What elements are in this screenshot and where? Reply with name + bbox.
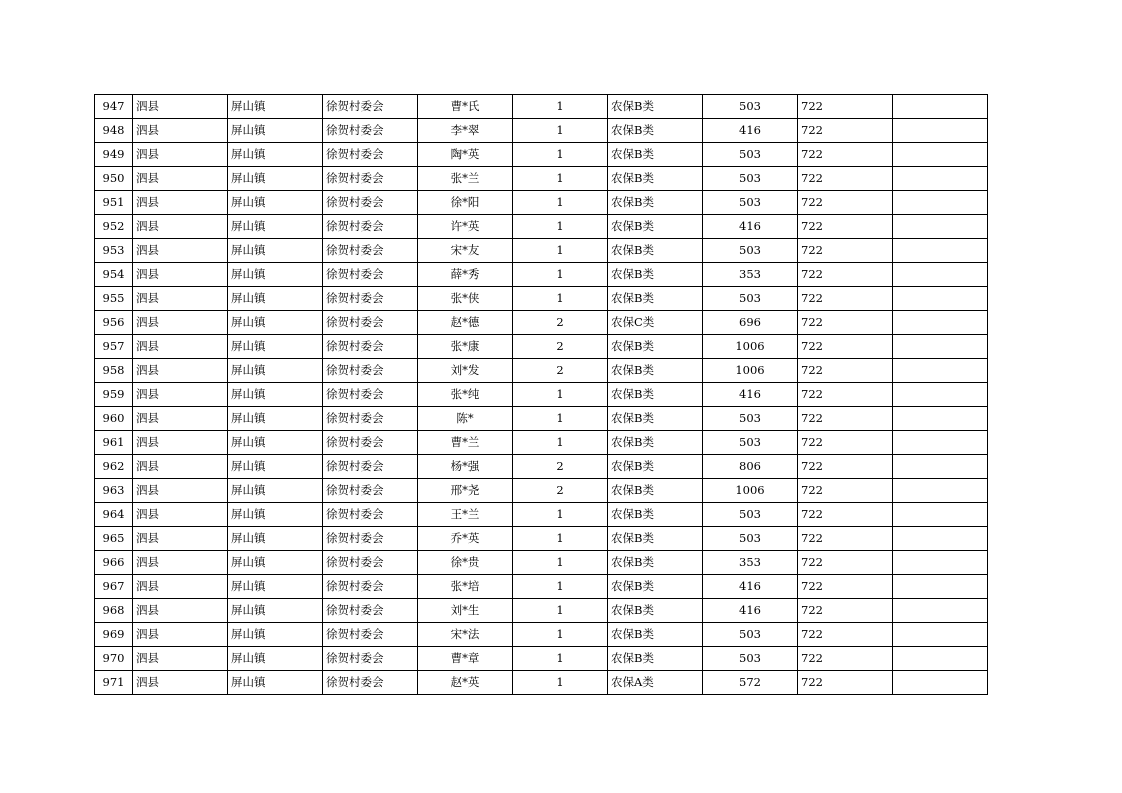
cell-name: 陈* bbox=[418, 407, 513, 431]
cell-index: 963 bbox=[95, 479, 133, 503]
cell-town: 屏山镇 bbox=[228, 551, 323, 575]
cell-note bbox=[893, 311, 988, 335]
cell-count: 1 bbox=[513, 95, 608, 119]
table-row bbox=[95, 575, 988, 599]
cell-count: 1 bbox=[513, 431, 608, 455]
cell-county: 泗县 bbox=[133, 599, 228, 623]
cell-count: 2 bbox=[513, 359, 608, 383]
cell-village: 徐贺村委会 bbox=[323, 143, 418, 167]
cell-note bbox=[893, 119, 988, 143]
cell-category: 农保B类 bbox=[608, 623, 703, 647]
cell-county: 泗县 bbox=[133, 383, 228, 407]
cell-village: 徐贺村委会 bbox=[323, 479, 418, 503]
cell-note bbox=[893, 599, 988, 623]
cell-amount: 503 bbox=[703, 623, 798, 647]
table-row bbox=[95, 287, 988, 311]
cell-village: 徐贺村委会 bbox=[323, 191, 418, 215]
cell-index: 967 bbox=[95, 575, 133, 599]
cell-amount: 416 bbox=[703, 119, 798, 143]
table-row bbox=[95, 383, 988, 407]
cell-count: 1 bbox=[513, 263, 608, 287]
cell-count: 2 bbox=[513, 335, 608, 359]
cell-town: 屏山镇 bbox=[228, 119, 323, 143]
cell-village: 徐贺村委会 bbox=[323, 95, 418, 119]
table-row bbox=[95, 623, 988, 647]
cell-name: 张*培 bbox=[418, 575, 513, 599]
cell-index: 951 bbox=[95, 191, 133, 215]
cell-village: 徐贺村委会 bbox=[323, 623, 418, 647]
cell-amount: 416 bbox=[703, 599, 798, 623]
cell-code: 722 bbox=[798, 383, 893, 407]
cell-village: 徐贺村委会 bbox=[323, 455, 418, 479]
table-row bbox=[95, 503, 988, 527]
table-row bbox=[95, 263, 988, 287]
cell-count: 1 bbox=[513, 599, 608, 623]
cell-county: 泗县 bbox=[133, 551, 228, 575]
cell-index: 947 bbox=[95, 95, 133, 119]
cell-amount: 503 bbox=[703, 143, 798, 167]
cell-village: 徐贺村委会 bbox=[323, 671, 418, 695]
cell-name: 曹*章 bbox=[418, 647, 513, 671]
cell-county: 泗县 bbox=[133, 455, 228, 479]
cell-amount: 503 bbox=[703, 167, 798, 191]
cell-town: 屏山镇 bbox=[228, 431, 323, 455]
cell-index: 971 bbox=[95, 671, 133, 695]
cell-amount: 503 bbox=[703, 287, 798, 311]
cell-town: 屏山镇 bbox=[228, 335, 323, 359]
cell-category: 农保B类 bbox=[608, 575, 703, 599]
cell-note bbox=[893, 167, 988, 191]
cell-village: 徐贺村委会 bbox=[323, 599, 418, 623]
cell-amount: 503 bbox=[703, 527, 798, 551]
table-row bbox=[95, 407, 988, 431]
cell-count: 1 bbox=[513, 239, 608, 263]
cell-amount: 503 bbox=[703, 239, 798, 263]
cell-index: 954 bbox=[95, 263, 133, 287]
cell-index: 965 bbox=[95, 527, 133, 551]
cell-category: 农保B类 bbox=[608, 143, 703, 167]
cell-count: 1 bbox=[513, 215, 608, 239]
cell-amount: 1006 bbox=[703, 479, 798, 503]
cell-note bbox=[893, 407, 988, 431]
cell-town: 屏山镇 bbox=[228, 263, 323, 287]
cell-note bbox=[893, 359, 988, 383]
cell-town: 屏山镇 bbox=[228, 599, 323, 623]
table-row bbox=[95, 311, 988, 335]
cell-amount: 503 bbox=[703, 431, 798, 455]
cell-count: 1 bbox=[513, 647, 608, 671]
cell-code: 722 bbox=[798, 359, 893, 383]
cell-count: 1 bbox=[513, 527, 608, 551]
cell-village: 徐贺村委会 bbox=[323, 215, 418, 239]
table-row bbox=[95, 479, 988, 503]
table-row bbox=[95, 95, 988, 119]
cell-village: 徐贺村委会 bbox=[323, 503, 418, 527]
cell-village: 徐贺村委会 bbox=[323, 311, 418, 335]
cell-village: 徐贺村委会 bbox=[323, 383, 418, 407]
table-row bbox=[95, 671, 988, 695]
cell-county: 泗县 bbox=[133, 431, 228, 455]
cell-code: 722 bbox=[798, 647, 893, 671]
cell-category: 农保B类 bbox=[608, 191, 703, 215]
cell-category: 农保A类 bbox=[608, 671, 703, 695]
cell-name: 张*兰 bbox=[418, 167, 513, 191]
cell-code: 722 bbox=[798, 575, 893, 599]
table-row bbox=[95, 167, 988, 191]
cell-town: 屏山镇 bbox=[228, 575, 323, 599]
cell-town: 屏山镇 bbox=[228, 479, 323, 503]
cell-town: 屏山镇 bbox=[228, 359, 323, 383]
cell-note bbox=[893, 623, 988, 647]
cell-name: 许*英 bbox=[418, 215, 513, 239]
cell-index: 955 bbox=[95, 287, 133, 311]
cell-village: 徐贺村委会 bbox=[323, 359, 418, 383]
cell-name: 张*康 bbox=[418, 335, 513, 359]
cell-name: 赵*英 bbox=[418, 671, 513, 695]
cell-amount: 353 bbox=[703, 263, 798, 287]
cell-code: 722 bbox=[798, 599, 893, 623]
cell-category: 农保B类 bbox=[608, 599, 703, 623]
cell-note bbox=[893, 575, 988, 599]
cell-note bbox=[893, 479, 988, 503]
cell-category: 农保B类 bbox=[608, 119, 703, 143]
cell-name: 宋*法 bbox=[418, 623, 513, 647]
table-row bbox=[95, 431, 988, 455]
cell-category: 农保B类 bbox=[608, 239, 703, 263]
cell-count: 1 bbox=[513, 287, 608, 311]
cell-code: 722 bbox=[798, 671, 893, 695]
cell-note bbox=[893, 95, 988, 119]
cell-village: 徐贺村委会 bbox=[323, 167, 418, 191]
cell-category: 农保B类 bbox=[608, 407, 703, 431]
cell-village: 徐贺村委会 bbox=[323, 647, 418, 671]
cell-count: 1 bbox=[513, 623, 608, 647]
cell-count: 1 bbox=[513, 143, 608, 167]
cell-amount: 503 bbox=[703, 191, 798, 215]
cell-note bbox=[893, 335, 988, 359]
cell-category: 农保C类 bbox=[608, 311, 703, 335]
cell-index: 966 bbox=[95, 551, 133, 575]
cell-category: 农保B类 bbox=[608, 167, 703, 191]
cell-amount: 503 bbox=[703, 95, 798, 119]
cell-code: 722 bbox=[798, 239, 893, 263]
cell-town: 屏山镇 bbox=[228, 167, 323, 191]
cell-name: 刘*生 bbox=[418, 599, 513, 623]
cell-note bbox=[893, 527, 988, 551]
cell-county: 泗县 bbox=[133, 335, 228, 359]
cell-town: 屏山镇 bbox=[228, 455, 323, 479]
cell-village: 徐贺村委会 bbox=[323, 527, 418, 551]
cell-name: 宋*友 bbox=[418, 239, 513, 263]
cell-index: 961 bbox=[95, 431, 133, 455]
table-row bbox=[95, 455, 988, 479]
cell-amount: 503 bbox=[703, 503, 798, 527]
cell-amount: 353 bbox=[703, 551, 798, 575]
table-row bbox=[95, 551, 988, 575]
cell-code: 722 bbox=[798, 479, 893, 503]
cell-town: 屏山镇 bbox=[228, 95, 323, 119]
table-row bbox=[95, 239, 988, 263]
cell-code: 722 bbox=[798, 551, 893, 575]
table-row bbox=[95, 599, 988, 623]
cell-amount: 806 bbox=[703, 455, 798, 479]
cell-code: 722 bbox=[798, 455, 893, 479]
cell-category: 农保B类 bbox=[608, 287, 703, 311]
cell-name: 曹*氏 bbox=[418, 95, 513, 119]
cell-code: 722 bbox=[798, 407, 893, 431]
cell-index: 969 bbox=[95, 623, 133, 647]
cell-name: 徐*阳 bbox=[418, 191, 513, 215]
cell-village: 徐贺村委会 bbox=[323, 431, 418, 455]
cell-code: 722 bbox=[798, 623, 893, 647]
cell-village: 徐贺村委会 bbox=[323, 287, 418, 311]
cell-amount: 1006 bbox=[703, 335, 798, 359]
cell-county: 泗县 bbox=[133, 119, 228, 143]
cell-village: 徐贺村委会 bbox=[323, 119, 418, 143]
cell-name: 邢*尧 bbox=[418, 479, 513, 503]
cell-note bbox=[893, 263, 988, 287]
cell-code: 722 bbox=[798, 287, 893, 311]
cell-amount: 416 bbox=[703, 575, 798, 599]
cell-count: 1 bbox=[513, 119, 608, 143]
cell-name: 薛*秀 bbox=[418, 263, 513, 287]
cell-count: 1 bbox=[513, 671, 608, 695]
cell-code: 722 bbox=[798, 215, 893, 239]
cell-town: 屏山镇 bbox=[228, 527, 323, 551]
cell-count: 2 bbox=[513, 455, 608, 479]
cell-name: 曹*兰 bbox=[418, 431, 513, 455]
cell-name: 张*侠 bbox=[418, 287, 513, 311]
cell-town: 屏山镇 bbox=[228, 143, 323, 167]
cell-note bbox=[893, 431, 988, 455]
cell-name: 张*纯 bbox=[418, 383, 513, 407]
cell-index: 953 bbox=[95, 239, 133, 263]
cell-count: 1 bbox=[513, 167, 608, 191]
cell-count: 2 bbox=[513, 311, 608, 335]
cell-name: 乔*英 bbox=[418, 527, 513, 551]
cell-category: 农保B类 bbox=[608, 479, 703, 503]
cell-index: 956 bbox=[95, 311, 133, 335]
cell-county: 泗县 bbox=[133, 167, 228, 191]
cell-name: 徐*贵 bbox=[418, 551, 513, 575]
cell-category: 农保B类 bbox=[608, 431, 703, 455]
cell-category: 农保B类 bbox=[608, 647, 703, 671]
cell-town: 屏山镇 bbox=[228, 407, 323, 431]
cell-town: 屏山镇 bbox=[228, 215, 323, 239]
table-row bbox=[95, 527, 988, 551]
cell-county: 泗县 bbox=[133, 143, 228, 167]
cell-code: 722 bbox=[798, 263, 893, 287]
cell-category: 农保B类 bbox=[608, 215, 703, 239]
cell-index: 962 bbox=[95, 455, 133, 479]
cell-count: 1 bbox=[513, 407, 608, 431]
cell-index: 970 bbox=[95, 647, 133, 671]
cell-name: 李*翠 bbox=[418, 119, 513, 143]
cell-town: 屏山镇 bbox=[228, 671, 323, 695]
cell-code: 722 bbox=[798, 191, 893, 215]
cell-name: 王*兰 bbox=[418, 503, 513, 527]
cell-county: 泗县 bbox=[133, 239, 228, 263]
cell-name: 陶*英 bbox=[418, 143, 513, 167]
cell-index: 950 bbox=[95, 167, 133, 191]
cell-count: 1 bbox=[513, 503, 608, 527]
cell-village: 徐贺村委会 bbox=[323, 263, 418, 287]
cell-index: 964 bbox=[95, 503, 133, 527]
table-row bbox=[95, 359, 988, 383]
cell-code: 722 bbox=[798, 503, 893, 527]
cell-county: 泗县 bbox=[133, 575, 228, 599]
cell-note bbox=[893, 671, 988, 695]
cell-village: 徐贺村委会 bbox=[323, 551, 418, 575]
data-table bbox=[94, 94, 988, 695]
cell-amount: 503 bbox=[703, 647, 798, 671]
cell-note bbox=[893, 455, 988, 479]
cell-county: 泗县 bbox=[133, 671, 228, 695]
cell-count: 1 bbox=[513, 575, 608, 599]
cell-town: 屏山镇 bbox=[228, 623, 323, 647]
cell-amount: 696 bbox=[703, 311, 798, 335]
table-row bbox=[95, 143, 988, 167]
cell-category: 农保B类 bbox=[608, 383, 703, 407]
cell-name: 杨*强 bbox=[418, 455, 513, 479]
cell-county: 泗县 bbox=[133, 95, 228, 119]
cell-village: 徐贺村委会 bbox=[323, 407, 418, 431]
cell-village: 徐贺村委会 bbox=[323, 239, 418, 263]
cell-index: 960 bbox=[95, 407, 133, 431]
cell-note bbox=[893, 551, 988, 575]
cell-town: 屏山镇 bbox=[228, 503, 323, 527]
cell-county: 泗县 bbox=[133, 407, 228, 431]
cell-code: 722 bbox=[798, 95, 893, 119]
cell-town: 屏山镇 bbox=[228, 239, 323, 263]
cell-amount: 1006 bbox=[703, 359, 798, 383]
table-row bbox=[95, 119, 988, 143]
cell-amount: 503 bbox=[703, 407, 798, 431]
cell-amount: 416 bbox=[703, 383, 798, 407]
cell-note bbox=[893, 191, 988, 215]
table-body bbox=[95, 95, 988, 695]
cell-note bbox=[893, 239, 988, 263]
cell-county: 泗县 bbox=[133, 623, 228, 647]
cell-town: 屏山镇 bbox=[228, 287, 323, 311]
cell-county: 泗县 bbox=[133, 311, 228, 335]
cell-county: 泗县 bbox=[133, 263, 228, 287]
cell-note bbox=[893, 503, 988, 527]
cell-amount: 572 bbox=[703, 671, 798, 695]
cell-county: 泗县 bbox=[133, 215, 228, 239]
cell-county: 泗县 bbox=[133, 479, 228, 503]
cell-count: 1 bbox=[513, 383, 608, 407]
cell-count: 2 bbox=[513, 479, 608, 503]
cell-town: 屏山镇 bbox=[228, 647, 323, 671]
cell-category: 农保B类 bbox=[608, 503, 703, 527]
cell-village: 徐贺村委会 bbox=[323, 575, 418, 599]
cell-index: 958 bbox=[95, 359, 133, 383]
cell-town: 屏山镇 bbox=[228, 383, 323, 407]
cell-code: 722 bbox=[798, 167, 893, 191]
table-row bbox=[95, 335, 988, 359]
cell-category: 农保B类 bbox=[608, 335, 703, 359]
cell-town: 屏山镇 bbox=[228, 191, 323, 215]
table-row bbox=[95, 647, 988, 671]
cell-county: 泗县 bbox=[133, 503, 228, 527]
cell-category: 农保B类 bbox=[608, 455, 703, 479]
cell-county: 泗县 bbox=[133, 359, 228, 383]
cell-note bbox=[893, 647, 988, 671]
cell-category: 农保B类 bbox=[608, 95, 703, 119]
cell-name: 刘*发 bbox=[418, 359, 513, 383]
cell-note bbox=[893, 287, 988, 311]
cell-note bbox=[893, 215, 988, 239]
cell-category: 农保B类 bbox=[608, 527, 703, 551]
cell-note bbox=[893, 143, 988, 167]
cell-code: 722 bbox=[798, 335, 893, 359]
cell-index: 957 bbox=[95, 335, 133, 359]
cell-index: 959 bbox=[95, 383, 133, 407]
table-row bbox=[95, 191, 988, 215]
cell-count: 1 bbox=[513, 551, 608, 575]
cell-county: 泗县 bbox=[133, 527, 228, 551]
cell-category: 农保B类 bbox=[608, 359, 703, 383]
cell-category: 农保B类 bbox=[608, 551, 703, 575]
cell-index: 949 bbox=[95, 143, 133, 167]
cell-code: 722 bbox=[798, 311, 893, 335]
cell-town: 屏山镇 bbox=[228, 311, 323, 335]
cell-code: 722 bbox=[798, 431, 893, 455]
cell-index: 968 bbox=[95, 599, 133, 623]
cell-county: 泗县 bbox=[133, 191, 228, 215]
table-row bbox=[95, 215, 988, 239]
cell-index: 952 bbox=[95, 215, 133, 239]
cell-amount: 416 bbox=[703, 215, 798, 239]
cell-code: 722 bbox=[798, 119, 893, 143]
cell-name: 赵*德 bbox=[418, 311, 513, 335]
cell-category: 农保B类 bbox=[608, 263, 703, 287]
cell-village: 徐贺村委会 bbox=[323, 335, 418, 359]
cell-count: 1 bbox=[513, 191, 608, 215]
cell-note bbox=[893, 383, 988, 407]
cell-code: 722 bbox=[798, 527, 893, 551]
cell-county: 泗县 bbox=[133, 647, 228, 671]
cell-index: 948 bbox=[95, 119, 133, 143]
cell-county: 泗县 bbox=[133, 287, 228, 311]
cell-code: 722 bbox=[798, 143, 893, 167]
